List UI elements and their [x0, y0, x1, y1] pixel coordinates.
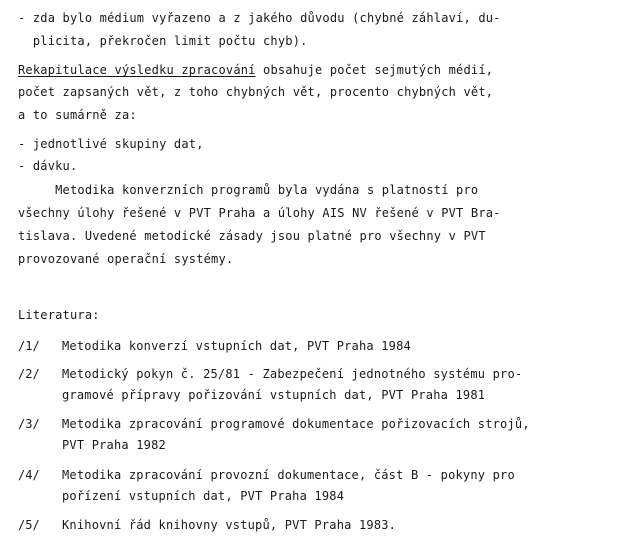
reference-text: Metodika zpracování provozní dokumentace, část B - pokyny pro [62, 468, 515, 482]
section-heading: Rekapitulace výsledku zpracování [18, 63, 256, 77]
reference-text: PVT Praha 1982 [62, 438, 166, 452]
reference-number: /3/ [18, 417, 40, 431]
text-line: provozované operační systémy. [18, 252, 234, 266]
reference-number: /2/ [18, 367, 40, 381]
reference-text: Metodika zpracování programové dokumentace pořizovacích strojů, [62, 417, 530, 431]
text-line: a to sumárně za: [18, 108, 137, 122]
text-line: Metodika konverzních programů byla vydána s platností pro [18, 183, 479, 197]
reference-number: /1/ [18, 339, 40, 353]
text-line: počet zapsaných vět, z toho chybných vět, procento chybných vět, [18, 85, 494, 99]
reference-text: gramové přípravy pořizování vstupních dat, PVT Praha 1981 [62, 388, 486, 402]
list-item: - jednotlivé skupiny dat, [18, 137, 204, 151]
text-span: obsahuje počet sejmutých médií, [255, 63, 494, 77]
reference-number: /5/ [18, 518, 40, 532]
reference-number: /4/ [18, 468, 40, 482]
text-line: tislava. Uvedené metodické zásady jsou platné pro všechny v PVT [18, 229, 486, 243]
text-line: - zda bylo médium vyřazeno a z jakého důvodu (chybné záhlaví, du- [18, 11, 501, 25]
text-line: plicita, překročen limit počtu chyb). [18, 34, 308, 48]
reference-text: pořízení vstupních dat, PVT Praha 1984 [62, 489, 345, 503]
reference-text: Knihovní řád knihovny vstupů, PVT Praha 1983. [62, 518, 397, 532]
text-line [18, 62, 493, 78]
text-line: všechny úlohy řešené v PVT Praha a úlohy AIS NV řešené v PVT Bra- [18, 206, 501, 220]
reference-text: Metodický pokyn č. 25/81 - Zabezpečení jednotného systému pro- [62, 367, 523, 381]
list-item: - dávku. [18, 159, 78, 173]
literature-heading: Literatura: [18, 308, 100, 322]
reference-text: Metodika konverzí vstupních dat, PVT Praha 1984 [62, 339, 411, 353]
